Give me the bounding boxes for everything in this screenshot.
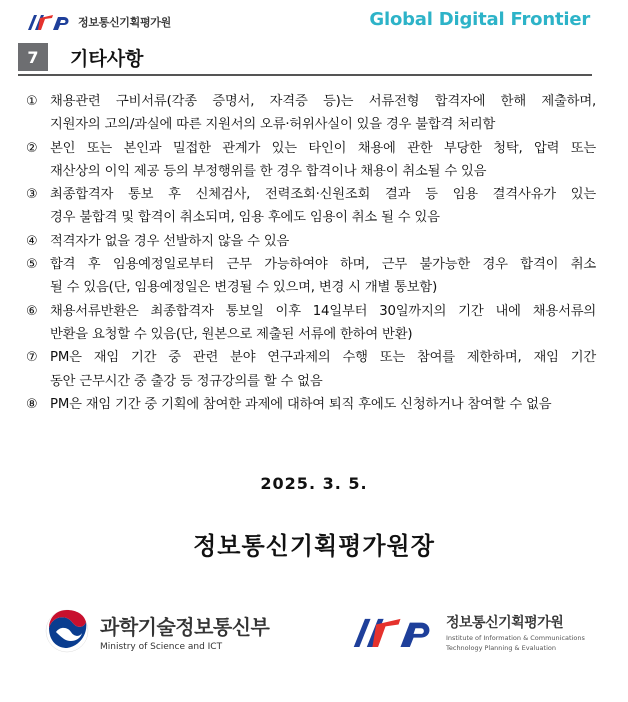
- header-slogan: Global Digital Frontier: [369, 9, 590, 30]
- iitp-logo-icon: [350, 615, 436, 649]
- item-number: ①: [26, 94, 38, 109]
- item-line: 채용서류반환은 최종합격자 통보일 이후 14일부터 30일까지의 기간 내에 채용서류의: [50, 303, 596, 319]
- section-divider: [18, 74, 592, 76]
- section-number: 7: [18, 43, 48, 71]
- item-line: PM은 재임 기간 중 기획에 참여한 과제에 대하여 퇴직 후에도 신청하거나 참여할 수 없음: [50, 396, 552, 412]
- item-line: 적격자가 없을 경우 선발하지 않을 수 있음: [50, 233, 290, 249]
- msit-name-en: Ministry of Science and ICT: [100, 641, 223, 652]
- header-org-name: 정보통신기획평가원: [78, 16, 171, 29]
- item-line: 본인 또는 본인과 밀접한 관계가 있는 타인이 채용에 관한 부당한 청탁, 압력 또는: [50, 140, 596, 156]
- item-number: ⑦: [26, 350, 38, 366]
- item-number: ⑧: [26, 396, 38, 412]
- taegeuk-emblem-icon: [44, 608, 90, 654]
- item-line: 동안 근무시간 중 출강 등 정규강의를 할 수 없음: [50, 373, 323, 389]
- list-item: [26, 230, 596, 253]
- list-item: [26, 346, 596, 393]
- notice-list: [26, 90, 596, 416]
- list-item: [26, 183, 596, 230]
- item-line: 경우 불합격 및 합격이 취소되며, 임용 후에도 임용이 취소 될 수 있음: [50, 210, 440, 226]
- item-line: 지원자의 고의/과실에 따른 지원서의 오류·허위사실이 있을 경우 불합격 처리함: [50, 117, 496, 133]
- msit-logo: [44, 608, 269, 654]
- item-number: ⑤: [26, 257, 38, 273]
- item-line: 재산상의 이익 제공 등의 부정행위를 한 경우 합격이나 채용이 취소될 수 있음: [50, 163, 487, 179]
- item-line: 반환을 요청할 수 있음(단, 원본으로 제출된 서류에 한하여 반환): [50, 326, 413, 342]
- signature-title: 정보통신기획평가원장: [193, 532, 435, 560]
- list-item: [26, 90, 596, 137]
- header-iitp-logo: [26, 13, 171, 31]
- item-line: 채용관련 구비서류(각종 증명서, 자격증 등)는 서류전형 합격자에 한해 제출하며,: [50, 94, 596, 109]
- item-line: PM은 재임 기간 중 관련 분야 연구과제의 수행 또는 참여를 제한하며, 재임 기간: [50, 350, 596, 366]
- item-number: ②: [26, 140, 38, 156]
- iitp-name-en-2: Technology Planning & Evaluation: [446, 644, 556, 652]
- iitp-name-ko: 정보통신기획평가원: [446, 615, 564, 631]
- issue-date: 2025. 3. 5.: [260, 474, 368, 493]
- item-number: ⑥: [26, 303, 38, 319]
- list-item: [26, 393, 596, 416]
- item-line: 될 수 있음(단, 임용예정일은 변경될 수 있으며, 변경 시 개별 통보함): [50, 280, 438, 296]
- list-item: [26, 300, 596, 347]
- msit-name-ko: 과학기술정보통신부: [100, 614, 270, 639]
- iitp-name-en-1: Institute of Information & Communications: [446, 634, 585, 642]
- section-title: 기타사항: [70, 48, 144, 70]
- iitp-logo-icon: [26, 13, 72, 31]
- item-number: ④: [26, 233, 38, 249]
- footer-iitp-logo: [350, 612, 585, 652]
- list-item: [26, 137, 596, 184]
- item-line: 합격 후 임용예정일로부터 근무 가능하여야 하며, 근무 불가능한 경우 합격이 취소: [50, 257, 596, 273]
- item-number: ③: [26, 187, 38, 203]
- list-item: [26, 253, 596, 300]
- item-line: 최종합격자 통보 후 신체검사, 전력조회·신원조회 결과 등 임용 결격사유가 있는: [50, 187, 596, 203]
